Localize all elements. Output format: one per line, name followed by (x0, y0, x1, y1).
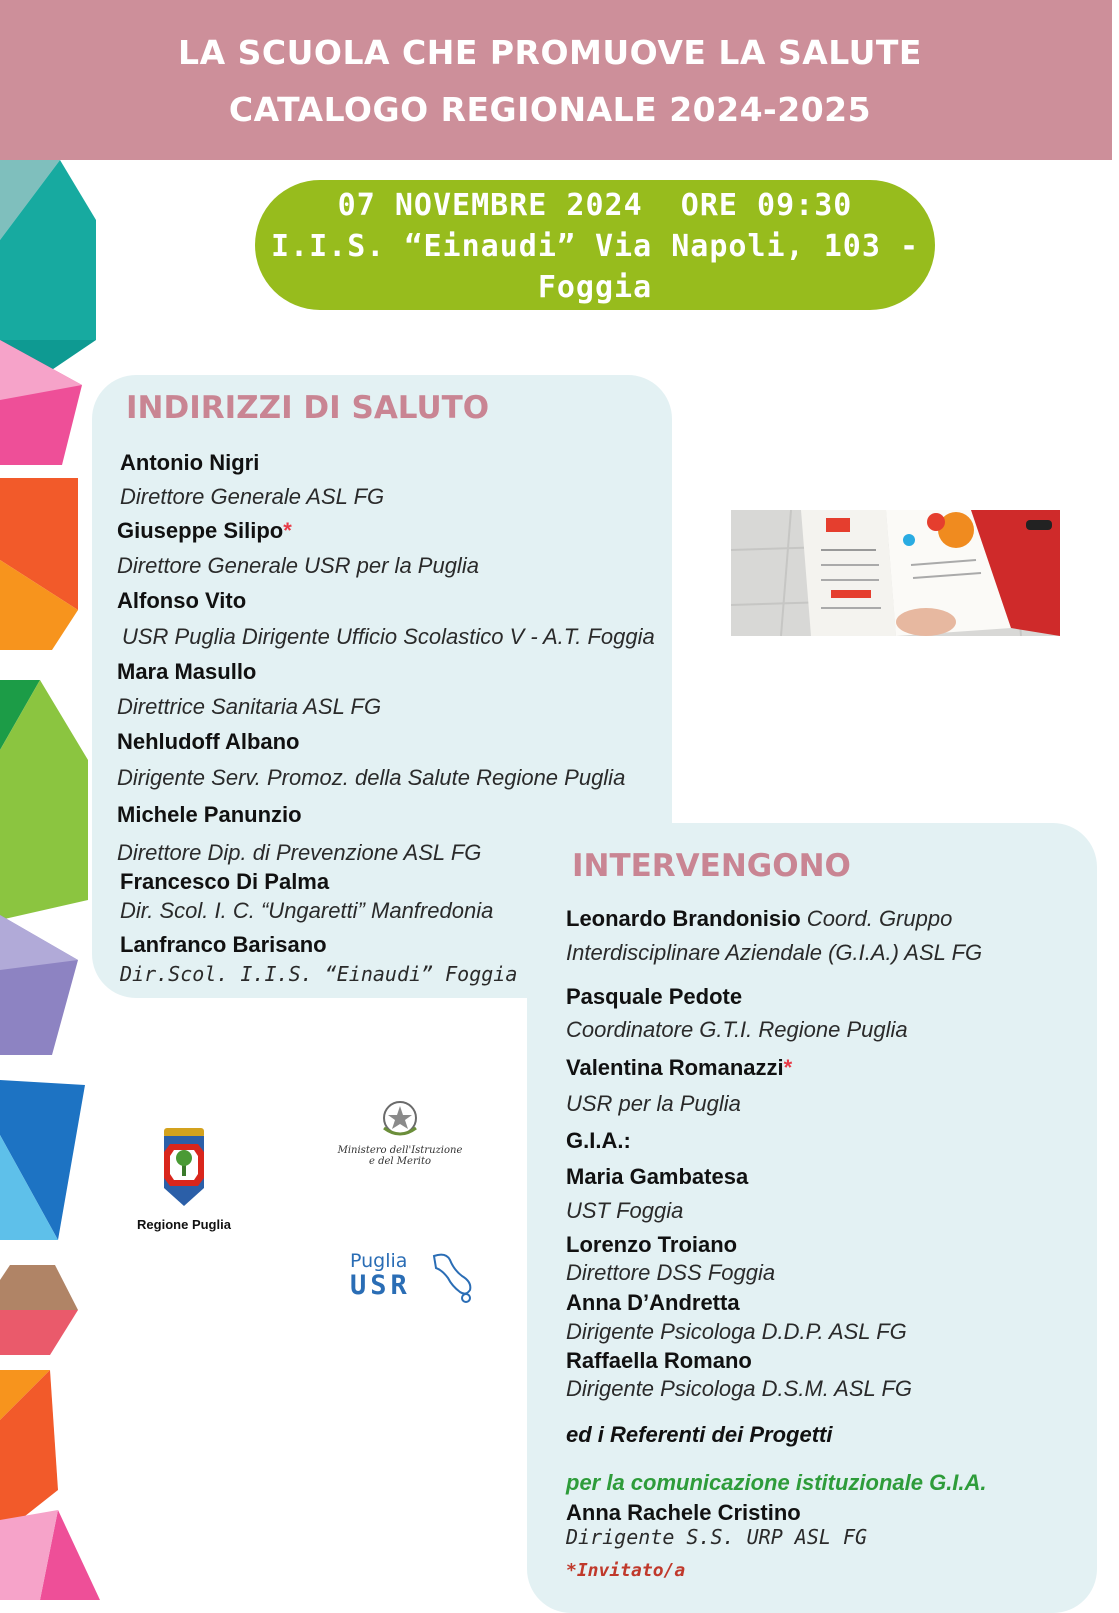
interv-role-2: Coordinatore G.T.I. Regione Puglia (566, 1017, 908, 1042)
interv-name-1: Leonardo Brandonisio Coord. Gruppo (566, 906, 953, 931)
saluti-name-5: Nehludoff Albano (117, 729, 300, 754)
event-venue-line1: I.I.S. “Einaudi” Via Napoli, 103 - (270, 229, 920, 264)
intervengono-title: INTERVENGONO (572, 848, 851, 884)
event-info-pill (255, 180, 935, 310)
saluti-title: INDIRIZZI DI SALUTO (126, 390, 490, 426)
saluti-role-1: Direttore Generale ASL FG (120, 484, 385, 509)
interv-role-5: Direttore DSS Foggia (566, 1260, 776, 1285)
saluti-name-1: Antonio Nigri (120, 450, 260, 475)
interv-role-7: Dirigente Psicologa D.S.M. ASL FG (566, 1376, 913, 1401)
event-date-time: 07 NOVEMBRE 2024 ORE 09:30 (337, 188, 853, 223)
usr-puglia-logo (348, 1250, 478, 1310)
interv-name-6: Anna D’Andretta (566, 1290, 740, 1315)
italy-map-icon (426, 1250, 478, 1305)
interv-name-8: Anna Rachele Cristino (566, 1500, 801, 1525)
saluti-role-4: Direttrice Sanitaria ASL FG (117, 694, 382, 719)
regione-logo-label: Regione Puglia (137, 1217, 231, 1232)
event-venue-line2: Foggia (537, 270, 653, 305)
interv-name-7: Raffaella Romano (566, 1348, 752, 1373)
invited-star: * (783, 1055, 793, 1080)
gia-label: G.I.A.: (566, 1128, 631, 1153)
ministero-line2: e del Merito (369, 1156, 431, 1167)
comm-label: per la comunicazione istituzionale G.I.A. (566, 1470, 987, 1495)
saluti-name-2: Giuseppe Silipo* (117, 518, 292, 543)
italian-emblem-icon (335, 1098, 465, 1140)
saluti-role-6: Direttore Dip. di Prevenzione ASL FG (117, 840, 482, 865)
interv-role-1b: Interdisciplinare Aziendale (G.I.A.) ASL FG (566, 940, 983, 965)
interv-role-8: Dirigente S.S. URP ASL FG (566, 1525, 868, 1549)
interv-role-1a: Coord. Gruppo (800, 906, 953, 931)
saluti-name-3: Alfonso Vito (117, 588, 247, 613)
catalogue-photo (731, 510, 1060, 636)
header-banner (0, 0, 1112, 160)
interv-name-5: Lorenzo Troiano (566, 1232, 738, 1257)
referenti-note: ed i Referenti dei Progetti (566, 1422, 833, 1447)
header-title-line2: CATALOGO REGIONALE 2024-2025 (228, 90, 872, 129)
ministero-logo (335, 1098, 465, 1178)
saluti-role-7: Dir. Scol. I. C. “Ungaretti” Manfredonia (120, 898, 494, 923)
interv-role-3: USR per la Puglia (566, 1091, 741, 1116)
saluti-name-8: Lanfranco Barisano (120, 932, 327, 957)
regione-puglia-logo (120, 1122, 248, 1234)
saluti-role-5: Dirigente Serv. Promoz. della Salute Regione Puglia (117, 765, 626, 790)
interv-role-4: UST Foggia (566, 1198, 684, 1223)
saluti-name-6: Michele Panunzio (117, 802, 302, 827)
ministero-line1: Ministero dell'Istruzione (337, 1145, 463, 1156)
interv-name-3: Valentina Romanazzi* (566, 1055, 793, 1080)
saluti-role-2: Direttore Generale USR per la Puglia (117, 553, 479, 578)
invited-star: * (283, 518, 292, 543)
saluti-role-8: Dir.Scol. I.I.S. “Einaudi” Foggia (120, 962, 518, 986)
invited-note: *Invitato/a (566, 1560, 686, 1581)
saluti-name-4: Mara Masullo (117, 659, 257, 684)
regione-emblem-icon (120, 1122, 248, 1212)
interv-name-2: Pasquale Pedote (566, 984, 743, 1009)
interv-role-6: Dirigente Psicologa D.D.P. ASL FG (566, 1319, 907, 1344)
usr-logo-top: Puglia (350, 1250, 408, 1272)
interv-name-4: Maria Gambatesa (566, 1164, 749, 1189)
saluti-role-3: USR Puglia Dirigente Ufficio Scolastico V - A.T. Foggia (122, 624, 655, 649)
header-title-line1: LA SCUOLA CHE PROMUOVE LA SALUTE (178, 33, 922, 72)
saluti-name-7: Francesco Di Palma (120, 869, 330, 894)
usr-logo-bottom: USR (350, 1270, 411, 1301)
